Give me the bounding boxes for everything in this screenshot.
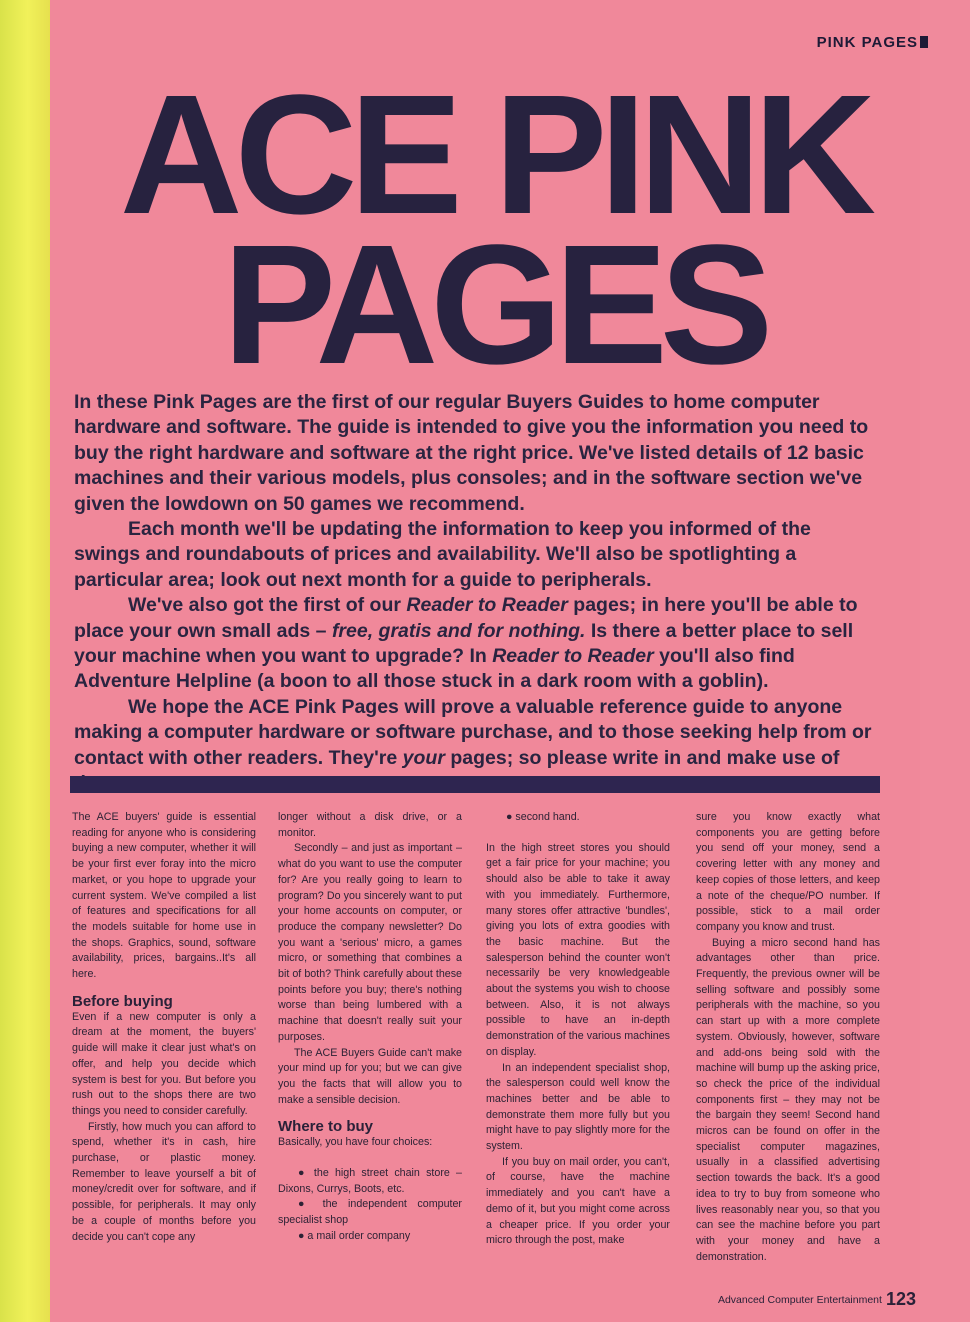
page-number: 123 — [885, 1289, 916, 1309]
column-2-paragraph: Secondly – and just as important – what do you want to use the computer for? Are you really going to learn to program? Do you sincerely want to put your home accounts on computer, or produce the company newsletter? Do you want a 'serious' micro, a games micro, or something that combines a bit of both? Think carefully about these points before you buy; there's nothing worse than being lumbered with a machine that doesn't really suit your purposes. — [278, 842, 462, 1043]
intro-paragraph-2: Each month we'll be updating the information to keep you informed of the swings and roundabouts of prices and availability. We'll also be spotlighting a particular area; look out next month for a guide to peripherals. — [74, 518, 811, 591]
column-3-paragraph: In an independent specialist shop, the salesperson could well know the machines better and be able to demonstrate them more fully but you might have to pay slightly more for the system. — [486, 1061, 670, 1153]
column-3-paragraph: If you buy on mail order, you can't, of course, have the machine immediately and you can't have a demo of it, but you might come across a cheaper price. If you order your micro through the post, make — [486, 1155, 670, 1247]
column-2-paragraph: Basically, you have four choices: — [278, 1136, 433, 1149]
column-2-paragraph: longer without a disk drive, or a monitor. — [278, 811, 462, 839]
column-1-paragraph: Firstly, how much you can afford to spend, whether it's in cash, hire purchase, or plastic money. Remember to leave yourself a bit of money/credit over for software, and if possible, for peripherals. It may only be a couple of months before you decide you can't cope any — [72, 1120, 256, 1243]
intro-paragraph-3: We've also got the first of our Reader to Reader pages; in here you'll be able to place your own small ads – free, gratis and for nothing. Is there a better place to sell your machine when you want to upgrade? In Reader to Reader you'll also find Adventure Helpline (a boon to all those stuck in a dark room with a goblin). — [74, 594, 858, 693]
intro-text — [74, 390, 882, 797]
section-tag: PINK PAGES — [817, 34, 928, 51]
list-item: ● the high street chain store – Dixons, Currys, Boots, etc. — [278, 1167, 462, 1195]
column-4-paragraph: sure you know exactly what components you are getting before you send off your money, send a covering letter with any money and keep copies of those letters, and keep a note of the cheque/PO number. If possible, stick to a mail order company you know and trust. — [696, 811, 880, 933]
heading-before-buying: Before buying — [72, 992, 173, 1010]
column-1-paragraph: Even if a new computer is only a dream at the moment, the buyers' guide will make it clear just what's on offer, and help you decide which system is best for you. But before you rush out to the shops there are two things you need to consider carefully. — [72, 1010, 256, 1117]
page-right-margin — [920, 0, 970, 1322]
column-4 — [696, 810, 880, 1265]
list-item: ● the independent computer specialist shop — [278, 1198, 462, 1227]
intro-paragraph-4: We hope the ACE Pink Pages will prove a valuable reference guide to anyone making a computer hardware or software purchase, and to those seeking help from or contact with other readers. They're your pages; so please write in and make use of — [74, 695, 872, 769]
adjacent-page-edge — [0, 0, 50, 1322]
column-1 — [72, 810, 256, 1245]
magazine-name: Advanced Computer Entertainment — [717, 1294, 882, 1306]
column-4-paragraph: Buying a micro second hand has advantages other than price. Frequently, the previous owner will be selling software and possibly some peripherals with the machine, so you can start up with a more complete system. Obviously, however, software and add-ons being sold with the machine will bump up the asking price, so check the price of the individual components first – they may not be the bargain they seem! Second hand micros can be found on offer in the specialist computer magazines, usually in a classified advertising section towards the back. It's a good idea to try to buy from someone who lives reasonably near you, so that you can see the machine before you part with your money and have a demonstration. — [696, 936, 880, 1263]
title-line-2: PAGES — [222, 210, 766, 400]
column-3-paragraph: In the high street stores you should get a fair price for your machine; you should also be able to take it away with you immediately. Furthermore, many stores offer attractive 'bundles', giving you lots of extra goodies with the basic machine. But the salesperson behind the counter won't necessarily be very knowledgeable about the systems you wish to choose between. Also, it is not always possible to have an in-depth demonstration of the various machines on display. — [486, 841, 670, 1058]
column-2-paragraph: The ACE Buyers Guide can't make your mind up for you; but we can give you the facts that will allow you to make a sensible decision. — [278, 1046, 462, 1106]
column-3 — [486, 810, 670, 1249]
list-item: ● second hand. — [506, 811, 580, 823]
column-1-paragraph: The ACE buyers' guide is essential reading for anyone who is considering buying a new computer, whether it will be your first ever foray into the micro market, or you hope to upgrade your current system. We've compiled a list of features and specifications for all the models suitable for home use in the shops. Graphics, sound, software availability, prices, bargains..It's all here. — [72, 811, 256, 981]
intro-paragraph-1: In these Pink Pages are the first of our regular Buyers Guides to home computer hardware and software. The guide is intended to give you the information you need to buy the right hardware and software at the right price. We've listed details of 12 basic machines and their various models, plus consoles; and in the software section we've given the lowdown on 50 games we recommend. — [74, 391, 869, 515]
heading-where-to-buy: Where to buy — [278, 1118, 374, 1136]
list-item: ● a mail order company — [298, 1229, 411, 1242]
page-title — [84, 60, 904, 400]
divider-bar — [70, 776, 880, 793]
column-2 — [278, 810, 462, 1245]
page-footer — [718, 1289, 916, 1310]
corner-mark-icon — [920, 36, 928, 48]
title-line-1: ACE PINK — [119, 60, 869, 250]
